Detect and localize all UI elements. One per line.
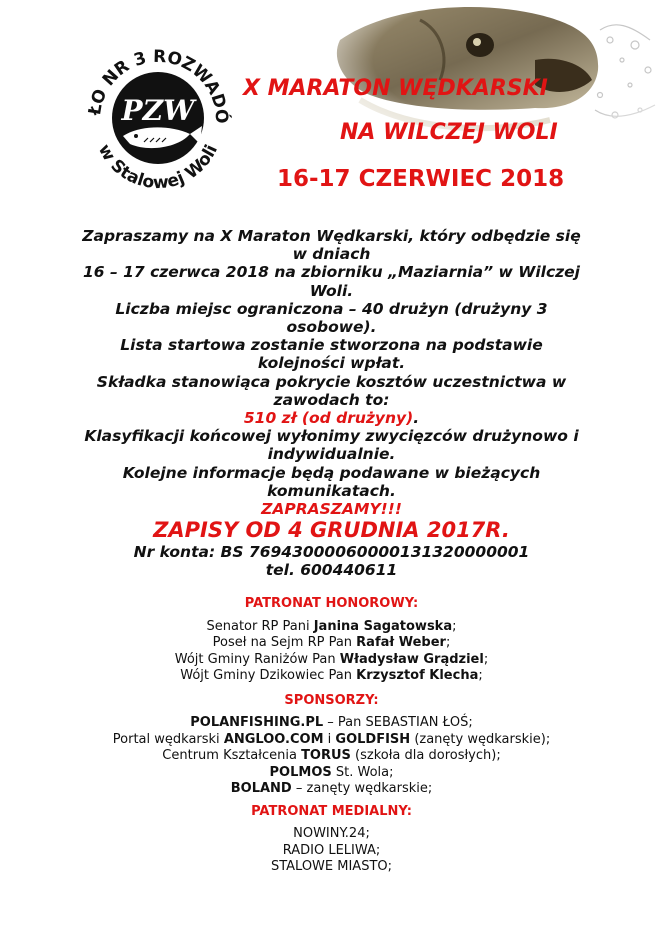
body-line: Liczba miejsc ograniczona – 40 drużyn (drużyny 3 [115,299,548,318]
event-title-line1: X MARATON WĘDKARSKI [243,76,548,101]
fee-dot: . [413,409,420,428]
honorary-heading: PATRONAT HONOROWY: [244,596,419,611]
sponsor-row: POLANFISHING.PL – Pan SEBASTIAN ŁOŚ; [190,715,473,730]
body-line: Kolejne informacje będą podawane w bieżących [122,463,541,482]
body-line: komunikatach. [267,481,396,500]
pzw-logo-emblem [78,38,238,198]
sponsor-row: BOLAND – zanęty wędkarskie; [230,781,433,796]
honorary-row: Wójt Gminy Raniżów Pan Władysław Grądziel; [174,651,489,667]
header [0,0,663,210]
body-line: Składka stanowiąca pokrycie kosztów uczestnictwa w [96,372,567,391]
body-line: kolejności wpłat. [257,354,406,373]
sponsors-heading: SPONSORZY: [284,692,379,708]
invite-line: ZAPRASZAMY!!! [261,500,402,519]
body-line: Klasyfikacji końcowej wyłonimy zwycięzców drużynowo i [84,427,579,446]
invitation-text [60,227,603,580]
logo-ring-text-top: ŁO NR 3 ROZWADÓ [85,46,232,125]
body-line: 16 – 17 czerwca 2018 na zbiorniku „Maziarnia” w Wilczej [82,263,580,282]
event-title-line2: NA WILCZEJ WOLI [340,120,558,145]
media-heading: PATRONAT MEDIALNY: [251,803,412,819]
body-line: indywidualnie. [267,445,396,464]
event-date: 16-17 CZERWIEC 2018 [277,166,565,192]
body-line: osobowe). [286,318,377,337]
media-row: STALOWE MIASTO; [270,859,393,874]
body-line: Zapraszamy na X Maraton Wędkarski, który odbędzie się [82,227,581,245]
body-line: Lista startowa zostanie stworzona na podstawie [120,336,543,355]
body-line: w dniach [292,245,371,264]
media-row: RADIO LELIWA; [282,842,381,858]
body-line: Woli. [309,281,354,300]
logo-ring-text-bottom: w Stalowej Woli [93,140,222,194]
credits [60,596,603,876]
logo-monogram: PZW [121,94,195,127]
bank-account: Nr konta: BS 76943000060000131320000001 [133,543,530,562]
sponsor-row: Centrum Kształcenia TORUS (szkoła dla dorosłych); [162,748,501,763]
fee-amount: 510 zł (od drużyny) [243,409,414,428]
fee-line [60,409,603,427]
honorary-row: Wójt Gminy Dzikowiec Pan Krzysztof Klecha; [180,668,483,683]
sponsor-row: POLMOS St. Wola; [269,764,394,780]
signup-line: ZAPISY OD 4 GRUDNIA 2017R. [153,518,510,543]
body-line: zawodach to: [273,390,390,409]
pzw-logo [78,38,238,198]
sponsor-row: Portal wędkarski ANGLOO.COM i GOLDFISH (zanęty wędkarskie); [112,731,551,747]
honorary-row: Senator RP Pani Janina Sagatowska; [206,618,457,634]
media-row: NOWINY.24; [293,826,370,841]
phone-number: tel. 600440611 [265,561,398,580]
honorary-row: Poseł na Sejm RP Pan Rafał Weber; [212,635,451,650]
